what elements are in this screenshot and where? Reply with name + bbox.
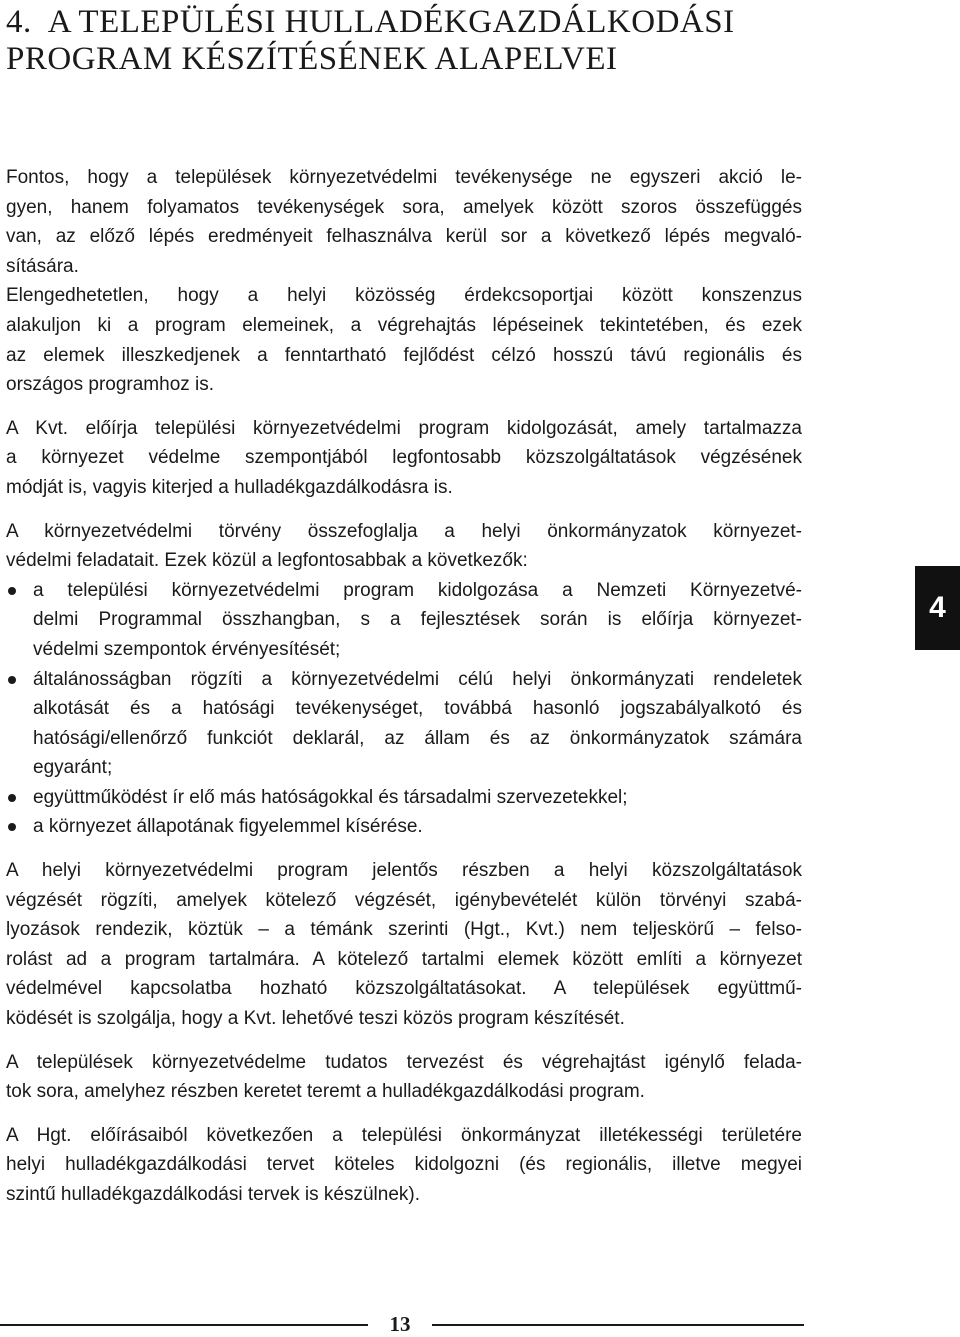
footer-rule-right [432,1324,804,1326]
paragraph-7 [6,1121,802,1210]
text-line: védelmi feladatait. Ezek közül a legfontosabbak a következők: [6,550,528,572]
text-line: van, az előző lépés eredményeit felhasználva kerül sor a következő lépés megvaló- [6,226,802,248]
text-line: A környezetvédelmi törvény összefoglalja a helyi önkormányzatok környezet- [6,520,802,542]
chapter-number: 4. [6,4,32,40]
paragraph-6 [6,1048,802,1107]
duties-list [6,576,802,842]
text-line: rolást ad a program tartalmára. A kötelező tartalmi elemek között említi a környezet [6,948,802,970]
text-line: a települési környezetvédelmi program kidolgozása a Nemzeti Környezetvé- [33,579,802,601]
text-line: védelmével kapcsolatba hozható közszolgáltatásokat. A települések együttmű- [6,978,802,1000]
text-line: általánosságban rögzíti a környezetvédelmi célú helyi önkormányzati rendeletek [33,668,802,690]
text-line: a környezet állapotának figyelemmel kísérése. [33,816,423,838]
text-line: sítására. [6,255,79,277]
text-line: A Hgt. előírásaiból következően a települési önkormányzat illetékességi területére [6,1124,802,1146]
text-line: tok sora, amelyhez részben keretet teremt a hulladékgazdálkodási program. [6,1081,645,1103]
text-line: Elengedhetetlen, hogy a helyi közösség érdekcsoportjai között konszenzus [6,285,802,307]
list-item [6,665,802,783]
text-line: delmi Programmal összhangban, s a fejlesztések során is előírja környezet- [33,609,802,631]
paragraph-1 [6,163,802,281]
chapter-heading [6,4,906,78]
paragraph-2 [6,281,802,399]
heading-line-1 [6,4,906,41]
text-line: alkotását és a hatósági tevékenységet, továbbá hasonló jogszabályalkotó és [33,698,802,720]
chapter-tab: 4 [915,566,960,650]
paragraph-5 [6,856,802,1034]
heading-line-2: PROGRAM KÉSZÍTÉSÉNEK ALAPELVEI [6,41,618,77]
body-text [6,163,802,1210]
text-line: végzését rögzíti, amelyek kötelező végzését, igénybevételét külön törvényi szabá- [6,889,802,911]
text-line: lyozások rendezik, köztük – a témánk szerinti (Hgt., Kvt.) nem teljeskörű – felso- [6,919,802,941]
footer-rule-left [0,1324,368,1326]
text-line: gyen, hanem folyamatos tevékenységek sora, amelyek között szoros összefüggés [6,196,802,218]
text-line: a környezet védelme szempontjából legfontosabb közszolgáltatások végzésének [6,447,802,469]
text-line: alakuljon ki a program elemeinek, a végrehajtás lépéseinek tekintetében, és ezek [6,314,802,336]
text-line: az elemek illeszkedjenek a fenntartható fejlődést célzó hosszú távú regionális és [6,344,802,366]
list-item [6,576,802,665]
text-line: helyi hulladékgazdálkodási tervet köteles kidolgozni (és regionális, illetve megyei [6,1154,802,1176]
heading-text-1: A TELEPÜLÉSI HULLADÉKGAZDÁLKODÁSI [47,4,735,40]
text-line: hatósági/ellenőrző funkciót deklarál, az állam és az önkormányzatok számára [33,727,802,749]
text-line: módját is, vagyis kiterjed a hulladékgazdálkodásra is. [6,476,453,498]
list-item [6,812,802,842]
page-number: 13 [389,1312,411,1336]
text-line: ködését is szolgálja, hogy a Kvt. lehetővé teszi közös program készítését. [6,1008,625,1030]
list-item [6,783,802,813]
text-line: szintű hulladékgazdálkodási tervek is készülnek). [6,1184,420,1205]
text-line: A helyi környezetvédelmi program jelentős részben a helyi közszolgáltatások [6,860,802,882]
paragraph-3 [6,414,802,503]
paragraph-4 [6,517,802,576]
text-line: A települések környezetvédelme tudatos tervezést és végrehajtást igénylő felada- [6,1051,802,1073]
text-line: egyaránt; [33,757,113,779]
text-line: A Kvt. előírja települési környezetvédelmi program kidolgozását, amely tartalmazza [6,417,802,439]
text-line: Fontos, hogy a települések környezetvédelmi tevékenysége ne egyszeri akció le- [6,167,802,188]
text-line: védelmi szempontok érvényesítését; [33,638,341,660]
text-line: országos programhoz is. [6,374,215,396]
text-line: együttműködést ír elő más hatóságokkal és társadalmi szervezetekkel; [33,786,628,808]
